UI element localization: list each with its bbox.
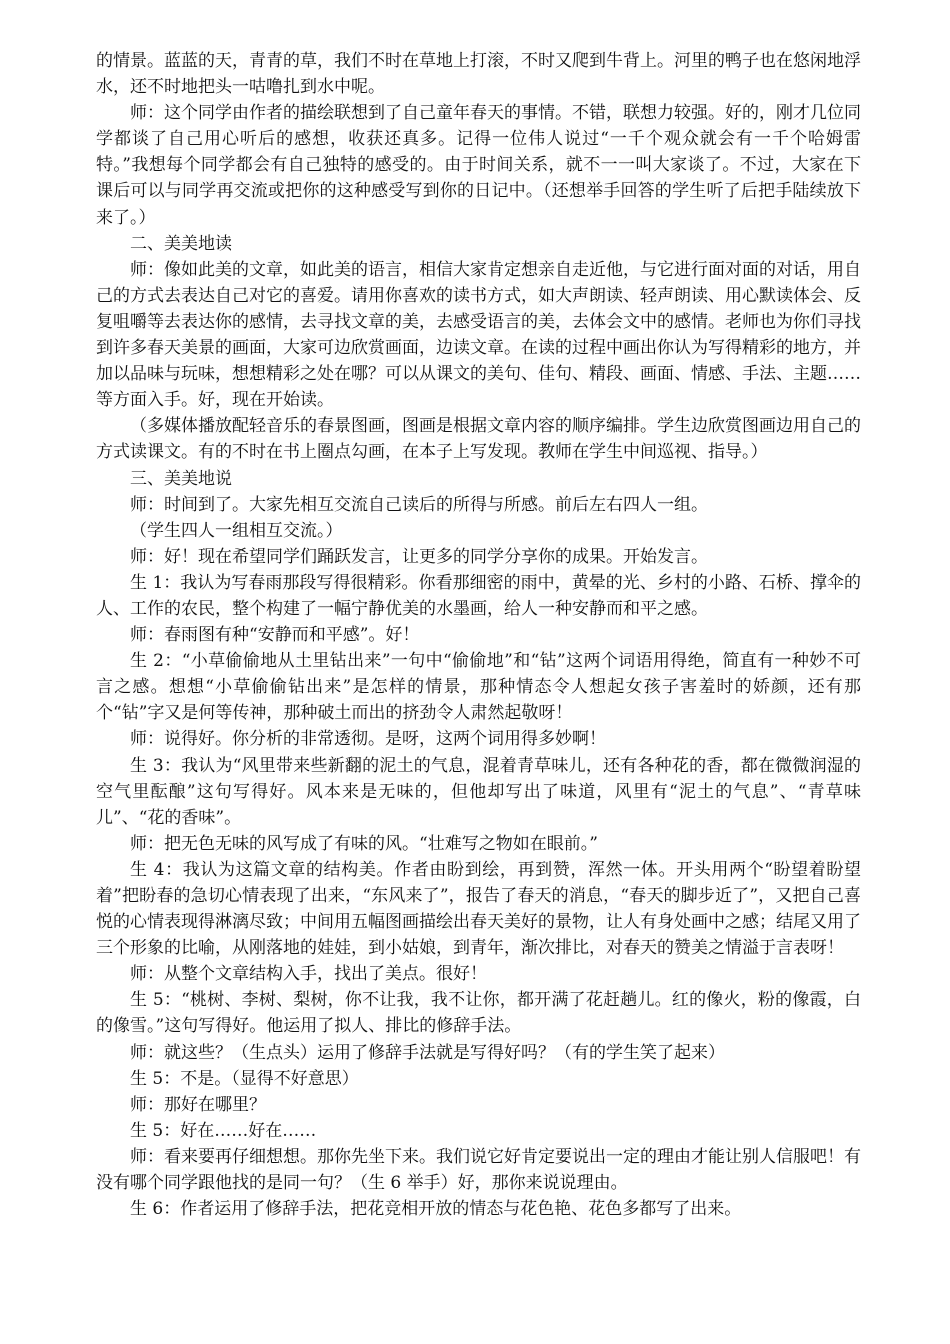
paragraph: 生 5：“桃树、李树、梨树，你不让我，我不让你，都开满了花赶趟儿。红的像火，粉的像霞，白的像雪。”这句写得好。他运用了拟人、排比的修辞手法。 bbox=[96, 990, 861, 1037]
section-heading: 三、美美地说 bbox=[130, 468, 232, 489]
paragraph: 师：春雨图有种“安静而和平感”。好！ bbox=[130, 625, 420, 646]
paragraph: 生 5：不是。（显得不好意思） bbox=[130, 1068, 359, 1089]
paragraph: （多媒体播放配轻音乐的春景图画，图画是根据文章内容的顺序编排。学生边欣赏图画边用自己的方式读课文。有的不时在书上圈点勾画，在本子上写发现。教师在学生中间巡视、指导。） bbox=[96, 416, 861, 463]
paragraph: 生 4：我认为这篇文章的结构美。作者由盼到绘，再到赞，浑然一体。开头用两个“盼望着盼望着”把盼春的急切心情表现了出来，“东风来了”，报告了春天的消息，“春天的脚步近了”，又把自己喜悦的心情表现得淋漓尽致；中间用五幅图画描绘出春天美好的景物，让人有身处画中之感；结尾又用了三个形象的比喻，从刚落地的娃娃，到小姑娘，到青年，渐次排比，对春天的赞美之情溢于言表呀！ bbox=[96, 859, 861, 959]
paragraph: 生 3：我认为“风里带来些新翻的泥土的气息，混着青草味儿，还有各种花的香，都在微微润湿的空气里酝酿”这句写得好。风本来是无味的，但他却写出了味道，风里有“泥土的气息”、“青草味儿”、“花的香味”。 bbox=[96, 755, 861, 828]
paragraph: 生 2：“小草偷偷地从土里钻出来”一句中“偷偷地”和“钻”这两个词语用得绝，简直有一种妙不可言之感。想想“小草偷偷钻出来”是怎样的情景，那种情态令人想起女孩子害羞时的娇颜，还有那个“钻”字又是何等传神，那种破土而出的挤劲令人肃然起敬呀！ bbox=[96, 651, 861, 724]
section-heading: 二、美美地读 bbox=[130, 233, 232, 254]
paragraph: 师：好！现在希望同学们踊跃发言，让更多的同学分享你的成果。开始发言。 bbox=[130, 546, 708, 567]
document-body bbox=[96, 48, 861, 1222]
paragraph: 师：时间到了。大家先相互交流自己读后的所得与所感。前后左右四人一组。 bbox=[130, 494, 708, 515]
paragraph: 师：那好在哪里？ bbox=[130, 1094, 266, 1115]
paragraph: 师：看来要再仔细想想。那你先坐下来。我们说它好肯定要说出一定的理由才能让别人信服吧！有没有哪个同学跟他找的是同一句？（生 6 举手）好，那你来说说理由。 bbox=[96, 1146, 861, 1194]
paragraph: 生 6：作者运用了修辞手法，把花竞相开放的情态与花色艳、花色多都写了出来。 bbox=[130, 1199, 742, 1220]
paragraph: （学生四人一组相互交流。） bbox=[130, 520, 343, 541]
paragraph: 生 1：我认为写春雨那段写得很精彩。你看那细密的雨中，黄晕的光、乡村的小路、石桥、撑伞的人、工作的农民，整个构建了一幅宁静优美的水墨画，给人一种安静而和平之感。 bbox=[96, 572, 861, 619]
paragraph: 的情景。蓝蓝的天，青青的草，我们不时在草地上打滚，不时又爬到牛背上。河里的鸭子也在悠闲地浮水，还不时地把头一咕噜扎到水中呢。 bbox=[96, 51, 861, 98]
paragraph: 师：这个同学由作者的描绘联想到了自己童年春天的事情。不错，联想力较强。好的，刚才几位同学都谈了自己用心听后的感想，收获还真多。记得一位伟人说过“一千个观众就会有一千个哈姆雷特。”我想每个同学都会有自己独特的感受的。由于时间关系，就不一一叫大家谈了。不过，大家在下课后可以与同学再交流或把你的这种感受写到你的日记中。（还想举手回答的学生听了后把手陆续放下来了。） bbox=[96, 103, 861, 228]
paragraph: 师：像如此美的文章，如此美的语言，相信大家肯定想亲自走近他，与它进行面对面的对话，用自己的方式去表达自己对它的喜爱。请用你喜欢的读书方式，如大声朗读、轻声朗读、用心默读体会、反复咀嚼等去表达你的感情，去寻找文章的美，去感受语言的美，去体会文中的感情。老师也为你们寻找到许多春天美景的画面，大家可边欣赏画面，边读文章。在读的过程中画出你认为写得精彩的地方，并加以品味与玩味，想想精彩之处在哪？可以从课文的美句、佳句、精段、画面、情感、手法、主题……等方面入手。好，现在开始读。 bbox=[96, 259, 861, 411]
paragraph: 师：从整个文章结构入手，找出了美点。很好！ bbox=[130, 964, 487, 985]
paragraph: 师：说得好。你分析的非常透彻。是呀，这两个词用得多妙啊！ bbox=[130, 729, 606, 750]
paragraph: 师：就这些？（生点头）运用了修辞手法就是写得好吗？（有的学生笑了起来） bbox=[130, 1042, 725, 1063]
paragraph: 师：把无色无味的风写成了有味的风。“壮难写之物如在眼前。” bbox=[130, 833, 598, 854]
paragraph: 生 5：好在……好在…… bbox=[130, 1120, 317, 1141]
